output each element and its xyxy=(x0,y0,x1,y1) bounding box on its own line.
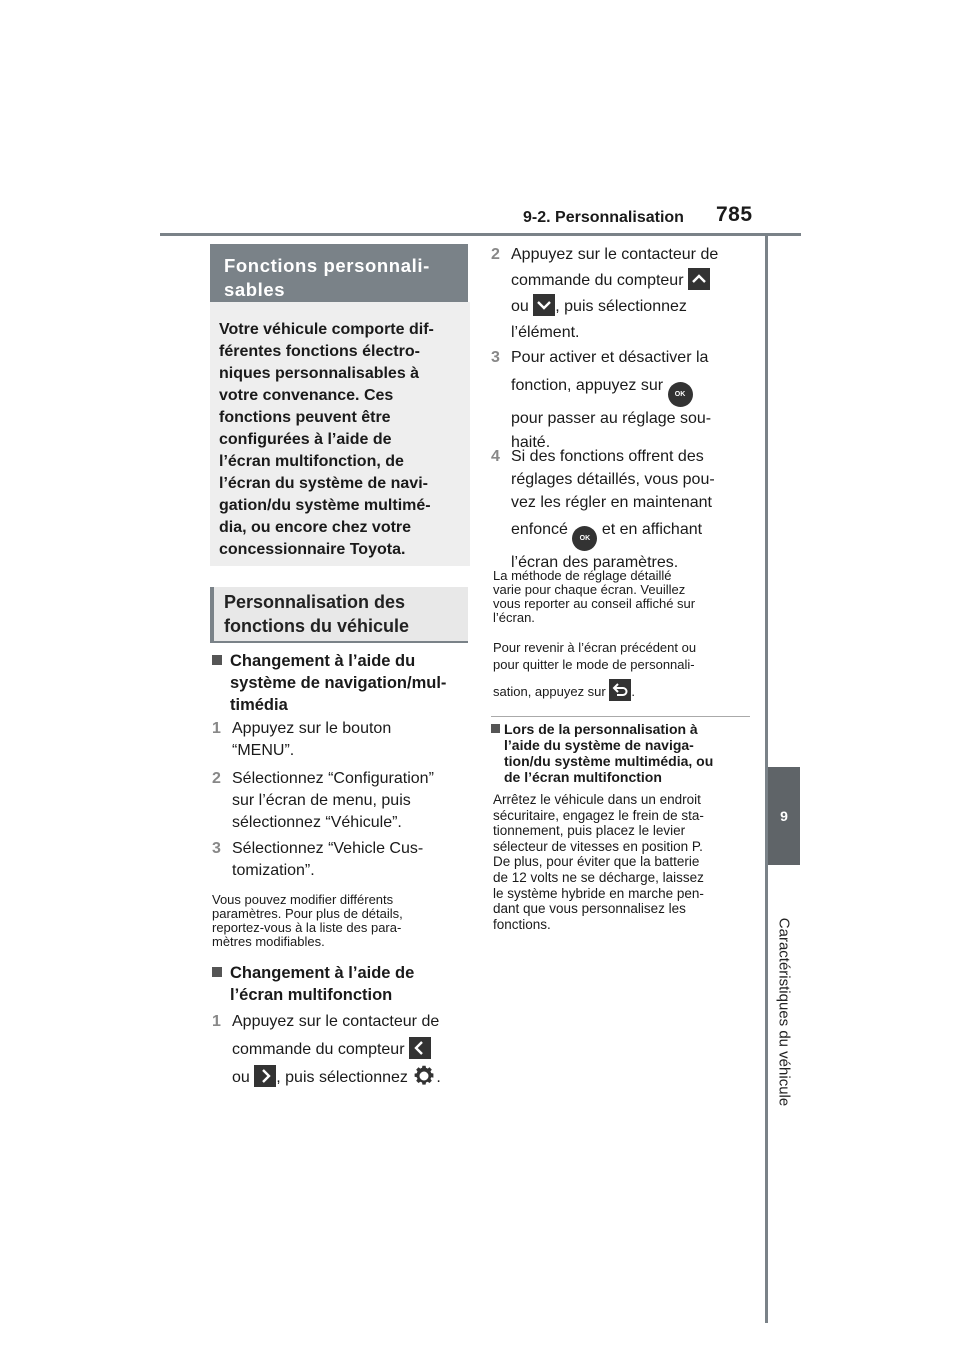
subheading-line: tion/du système multimédia, ou xyxy=(504,753,714,769)
body-line: Votre véhicule comporte dif- xyxy=(219,321,434,338)
note-modify xyxy=(212,893,468,949)
chevron-down-icon xyxy=(533,294,555,316)
subheading-navigation xyxy=(212,650,468,716)
note-line: mètres modifiables. xyxy=(212,934,325,949)
subheading-line: timédia xyxy=(230,696,288,714)
subheading-multifunction xyxy=(212,962,468,1006)
step-line: Appuyez sur le contacteur de xyxy=(511,246,719,263)
step-line: Sélectionnez “Vehicle Cus- xyxy=(232,840,424,857)
step-line: Si des fonctions offrent des xyxy=(511,448,704,465)
back-arrow-icon xyxy=(609,679,631,701)
note-line: Pour revenir à l’écran précédent ou xyxy=(493,640,697,655)
note-line: fonctions. xyxy=(493,916,551,932)
box-heading-personalizable xyxy=(210,244,468,302)
step-line: sélectionnez “Véhicule”. xyxy=(232,814,402,831)
page-number: 785 xyxy=(716,203,753,226)
square-bullet-icon xyxy=(212,655,222,665)
note-line: La méthode de réglage détaillé xyxy=(493,568,672,583)
step-line: Appuyez sur le bouton xyxy=(232,720,392,737)
step-3 xyxy=(212,838,468,882)
note-line: de 12 volts ne se décharge, laissez xyxy=(493,869,704,885)
step-line: l’écran des paramètres. xyxy=(511,554,679,571)
chevron-right-icon xyxy=(254,1065,276,1087)
section-heading-line: fonctions du véhicule xyxy=(224,616,410,636)
subheading-line: l’écran multifonction xyxy=(230,986,393,1004)
step-2 xyxy=(212,768,468,834)
section-heading-line: Personnalisation des xyxy=(224,592,406,612)
step-number: 2 xyxy=(212,770,221,787)
step-line: commande du compteur xyxy=(511,272,684,289)
step-line: réglages détaillés, vous pou- xyxy=(511,471,715,488)
box-heading-line: sables xyxy=(224,279,286,300)
step-2-right xyxy=(491,242,753,346)
body-line: fonctions peuvent être xyxy=(219,409,391,426)
step-line: vez les régler en maintenant xyxy=(511,494,712,511)
subheading-line: l’aide du système de naviga- xyxy=(504,737,694,753)
step-line: commande du compteur xyxy=(232,1041,405,1058)
note-line: . xyxy=(631,684,635,699)
step-number: 4 xyxy=(491,448,500,465)
step-line: ou xyxy=(511,298,529,315)
section-underline xyxy=(210,641,468,643)
step-line: enfoncé xyxy=(511,521,568,538)
step-line: , puis sélectionnez xyxy=(555,298,687,315)
note-line: le système hybride en marche pen- xyxy=(493,885,704,901)
step-line: sur l’écran de menu, puis xyxy=(232,792,411,809)
step-4-right xyxy=(491,445,753,574)
step-line: haité. xyxy=(511,434,551,451)
box-heading-line: Fonctions personnali- xyxy=(224,255,430,276)
step-line: fonction, appuyez sur xyxy=(511,377,664,394)
subheading-line: Changement à l’aide de xyxy=(230,964,415,982)
square-bullet-icon xyxy=(491,724,500,733)
step-line: l’élément. xyxy=(511,324,580,341)
chevron-up-icon xyxy=(688,268,710,290)
gear-icon xyxy=(412,1064,436,1088)
chapter-number-tab: 9 xyxy=(768,767,800,865)
note-line: pour quitter le mode de personnali- xyxy=(493,657,695,672)
step-number: 3 xyxy=(491,349,500,366)
divider xyxy=(491,716,750,717)
body-line: votre convenance. Ces xyxy=(219,387,394,404)
body-line: l’écran multifonction, de xyxy=(219,453,404,470)
subheading-when-personalizing xyxy=(491,721,753,785)
subheading-line: système de navigation/mul- xyxy=(230,674,447,692)
subheading-line: de l’écran multifonction xyxy=(504,769,662,785)
step-line: ou xyxy=(232,1069,250,1086)
step-1 xyxy=(212,718,468,762)
note-line: vous reporter au conseil affiché sur xyxy=(493,596,696,611)
body-line: concessionnaire Toyota. xyxy=(219,541,406,558)
note-line: paramètres. Pour plus de détails, xyxy=(212,906,403,921)
step-number: 1 xyxy=(212,1013,221,1030)
step-line: Appuyez sur le contacteur de xyxy=(232,1013,440,1030)
square-bullet-icon xyxy=(212,967,222,977)
note-line: Vous pouvez modifier différents xyxy=(212,892,394,907)
step-line: Pour activer et désactiver la xyxy=(511,349,709,366)
subheading-line: Lors de la personnalisation à xyxy=(504,721,698,737)
note-line: l’écran. xyxy=(493,610,535,625)
ok-button-icon: OK xyxy=(668,382,693,407)
step-1-multifunction xyxy=(212,1008,474,1092)
body-line: l’écran du système de navi- xyxy=(219,475,428,492)
note-line: dant que vous personnalisez les xyxy=(493,901,686,917)
step-number: 3 xyxy=(212,840,221,857)
step-line: pour passer au réglage sou- xyxy=(511,410,712,427)
body-line: niques personnalisables à xyxy=(219,365,420,382)
chapter-title: Caractéristiques du véhicule xyxy=(775,917,793,1107)
section-heading-vehicle-functions xyxy=(210,587,468,642)
note-line: varie pour chaque écran. Veuillez xyxy=(493,582,686,597)
body-line: férentes fonctions électro- xyxy=(219,343,420,360)
section-title: 9-2. Personnalisation xyxy=(523,209,684,226)
note-return xyxy=(493,639,755,701)
ok-button-icon: OK xyxy=(572,526,597,551)
step-line: , puis sélectionnez xyxy=(276,1069,408,1086)
note-line: tionnement, puis placez le levier xyxy=(493,823,686,839)
subheading-line: Changement à l’aide du xyxy=(230,652,416,670)
step-number: 1 xyxy=(212,720,221,737)
note-line: Arrêtez le véhicule dans un endroit xyxy=(493,792,701,807)
note-line: sation, appuyez sur xyxy=(493,684,606,699)
note-line: sécuritaire, engagez le frein de sta- xyxy=(493,807,704,823)
note-stop-vehicle xyxy=(493,792,755,932)
box-body-intro xyxy=(210,302,470,566)
chevron-left-icon xyxy=(409,1037,431,1059)
step-line: “MENU”. xyxy=(232,742,295,759)
header-rule xyxy=(160,233,801,236)
step-line: . xyxy=(436,1069,441,1086)
step-number: 2 xyxy=(491,246,500,263)
body-line: dia, ou encore chez votre xyxy=(219,519,412,536)
note-line: reportez-vous à la liste des para- xyxy=(212,920,402,935)
step-3-right xyxy=(491,346,753,455)
body-line: gation/du système multimé- xyxy=(219,497,431,514)
note-adjustment xyxy=(493,569,755,625)
note-line: De plus, pour éviter que la batterie xyxy=(493,854,700,870)
body-line: configurées à l’aide de xyxy=(219,431,392,448)
step-line: et en affichant xyxy=(601,521,703,538)
step-line: Sélectionnez “Configuration” xyxy=(232,770,434,787)
step-line: tomization”. xyxy=(232,862,315,879)
note-line: sélecteur de vitesses en position P. xyxy=(493,838,703,854)
